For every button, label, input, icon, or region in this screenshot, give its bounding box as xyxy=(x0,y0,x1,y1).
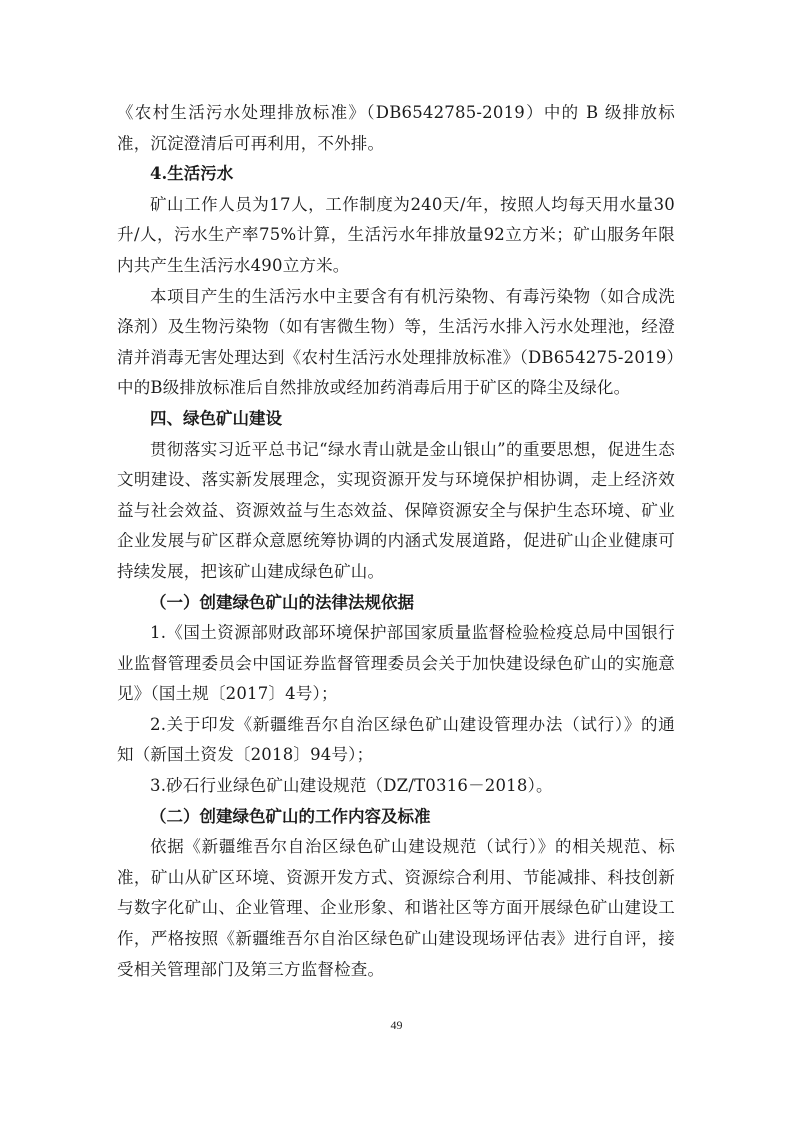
paragraph-green-mine-intro: 贯彻落实习近平总书记“绿水青山就是金山银山”的重要思想，促进生态文明建设、落实新发展理念，实现资源开发与环境保护相协调，走上经济效益与社会效益、资源效益与生态效益、保障资源安全与保护生态环境、矿业企业发展与矿区群众意愿统筹协调的内涵式发展道路，促进矿山企业健康可持续发展，把该矿山建成绿色矿山。 xyxy=(117,439,675,581)
paragraph-work-content: 依据《新疆维吾尔自治区绿色矿山建设规范（试行）》的相关规范、标准，矿山从矿区环境、资源开发方式、资源综合利用、节能减排、科技创新与数字化矿山、企业管理、企业形象、和谐社区等方面开展绿色矿山建设工作，严格按照《新疆维吾尔自治区绿色矿山建设现场评估表》进行自评，接受相关管理部门及第三方监督检查。 xyxy=(117,837,675,979)
paragraph-sewage-treatment: 本项目产生的生活污水中主要含有有机污染物、有毒污染物（如合成洗涤剂）及生物污染物（如有害微生物）等，生活污水排入污水处理池，经澄清并消毒无害处理达到《农村生活污水处理排放标准》（DB654275-2019）中的B级排放标准后自然排放或经加药消毒后用于矿区的降尘及绿化。 xyxy=(117,286,675,398)
heading-work-content: （二）创建绿色矿山的工作内容及标准 xyxy=(150,806,431,826)
heading-legal-basis: （一）创建绿色矿山的法律法规依据 xyxy=(150,592,414,612)
page-number: 49 xyxy=(390,1018,403,1032)
paragraph-continued-standard: 《农村生活污水处理排放标准》（DB6542785-2019）中的 B 级排放标准，沉淀澄清后可再利用，不外排。 xyxy=(117,103,675,153)
paragraph-sewage-volume: 矿山工作人员为17人，工作制度为240天/年，按照人均每天用水量30升/人，污水生产率75%计算，生活污水年排放量92立方米；矿山服务年限内共产生生活污水490立方米。 xyxy=(117,194,675,275)
heading-green-mine-construction: 四、绿色矿山建设 xyxy=(150,408,282,428)
list-item-legal-3: 3.砂石行业绿色矿山建设规范（DZ/T0316－2018）。 xyxy=(150,776,553,796)
document-body xyxy=(117,98,675,985)
list-item-legal-2: 2.关于印发《新疆维吾尔自治区绿色矿山建设管理办法（试行）》的通知（新国土资发〔2018〕94号）； xyxy=(117,714,675,765)
list-item-legal-1: 1.《国土资源部财政部环境保护部国家质量监督检验检疫总局中国银行业监督管理委员会中国证券监督管理委员会关于加快建设绿色矿山的实施意见》（国土规〔2017〕4号）； xyxy=(117,623,675,704)
heading-domestic-sewage: 4.生活污水 xyxy=(150,164,234,184)
